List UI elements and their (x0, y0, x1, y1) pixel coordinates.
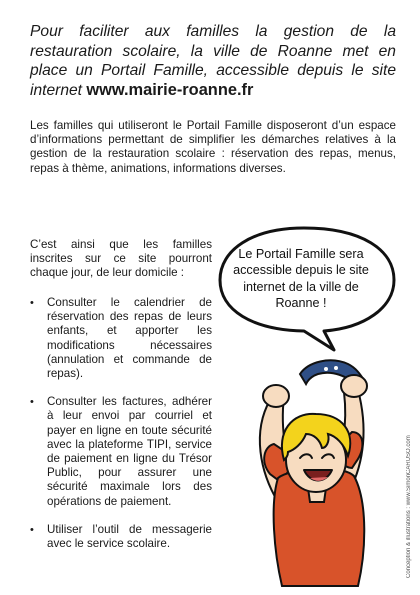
credit-text: Conception & illustrations : www.SimonCARUSO.com (406, 435, 412, 578)
list-item (30, 523, 212, 551)
headline-text: Pour faciliter aux familles la gestion de la restauration scolaire, la ville de Roanne met en place un Portail Famille, accessible depuis le site internet (30, 23, 396, 99)
bullet-icon: • (30, 396, 34, 409)
speech-bubble (212, 222, 402, 352)
headline (30, 22, 396, 100)
bullet-icon: • (30, 297, 34, 309)
speech-bubble-text: Le Portail Famille sera accessible depuis le site internet de la ville de Roanne ! (233, 247, 369, 311)
list-item (30, 395, 212, 509)
feature-list (30, 296, 212, 551)
list-item-text: Consulter le calendrier de réservation des repas de leurs enfants, et apporter les modifications nécessaires (annulation et commande de repas). (47, 296, 212, 381)
child-illustration-icon (230, 352, 400, 588)
list-item (30, 296, 212, 381)
website-link[interactable]: www.mairie-roanne.fr (86, 80, 254, 99)
intro-paragraph: Les familles qui utiliseront le Portail Famille disposeront d’un espace d’informations permettant de simplifier les démarches relatives à la gestion de la restauration scolaire : réservation des repas, menus, repas à thème, animations, informations diverses. (30, 119, 396, 175)
list-item-text: Utiliser l’outil de messagerie avec le service scolaire. (47, 522, 212, 551)
lead-paragraph: C’est ainsi que les familles inscrites sur ce site pourront chaque jour, de leur domicile : (30, 238, 212, 280)
list-item-text: Consulter les factures, adhérer à leur envoi par courriel et payer en ligne en toute sécurité avec la plateforme TIPI, service de paiement en ligne du Trésor Public, pour assurer une sécurité maximale lors des opérations de paiement. (47, 395, 212, 508)
bullet-icon: • (30, 523, 34, 536)
